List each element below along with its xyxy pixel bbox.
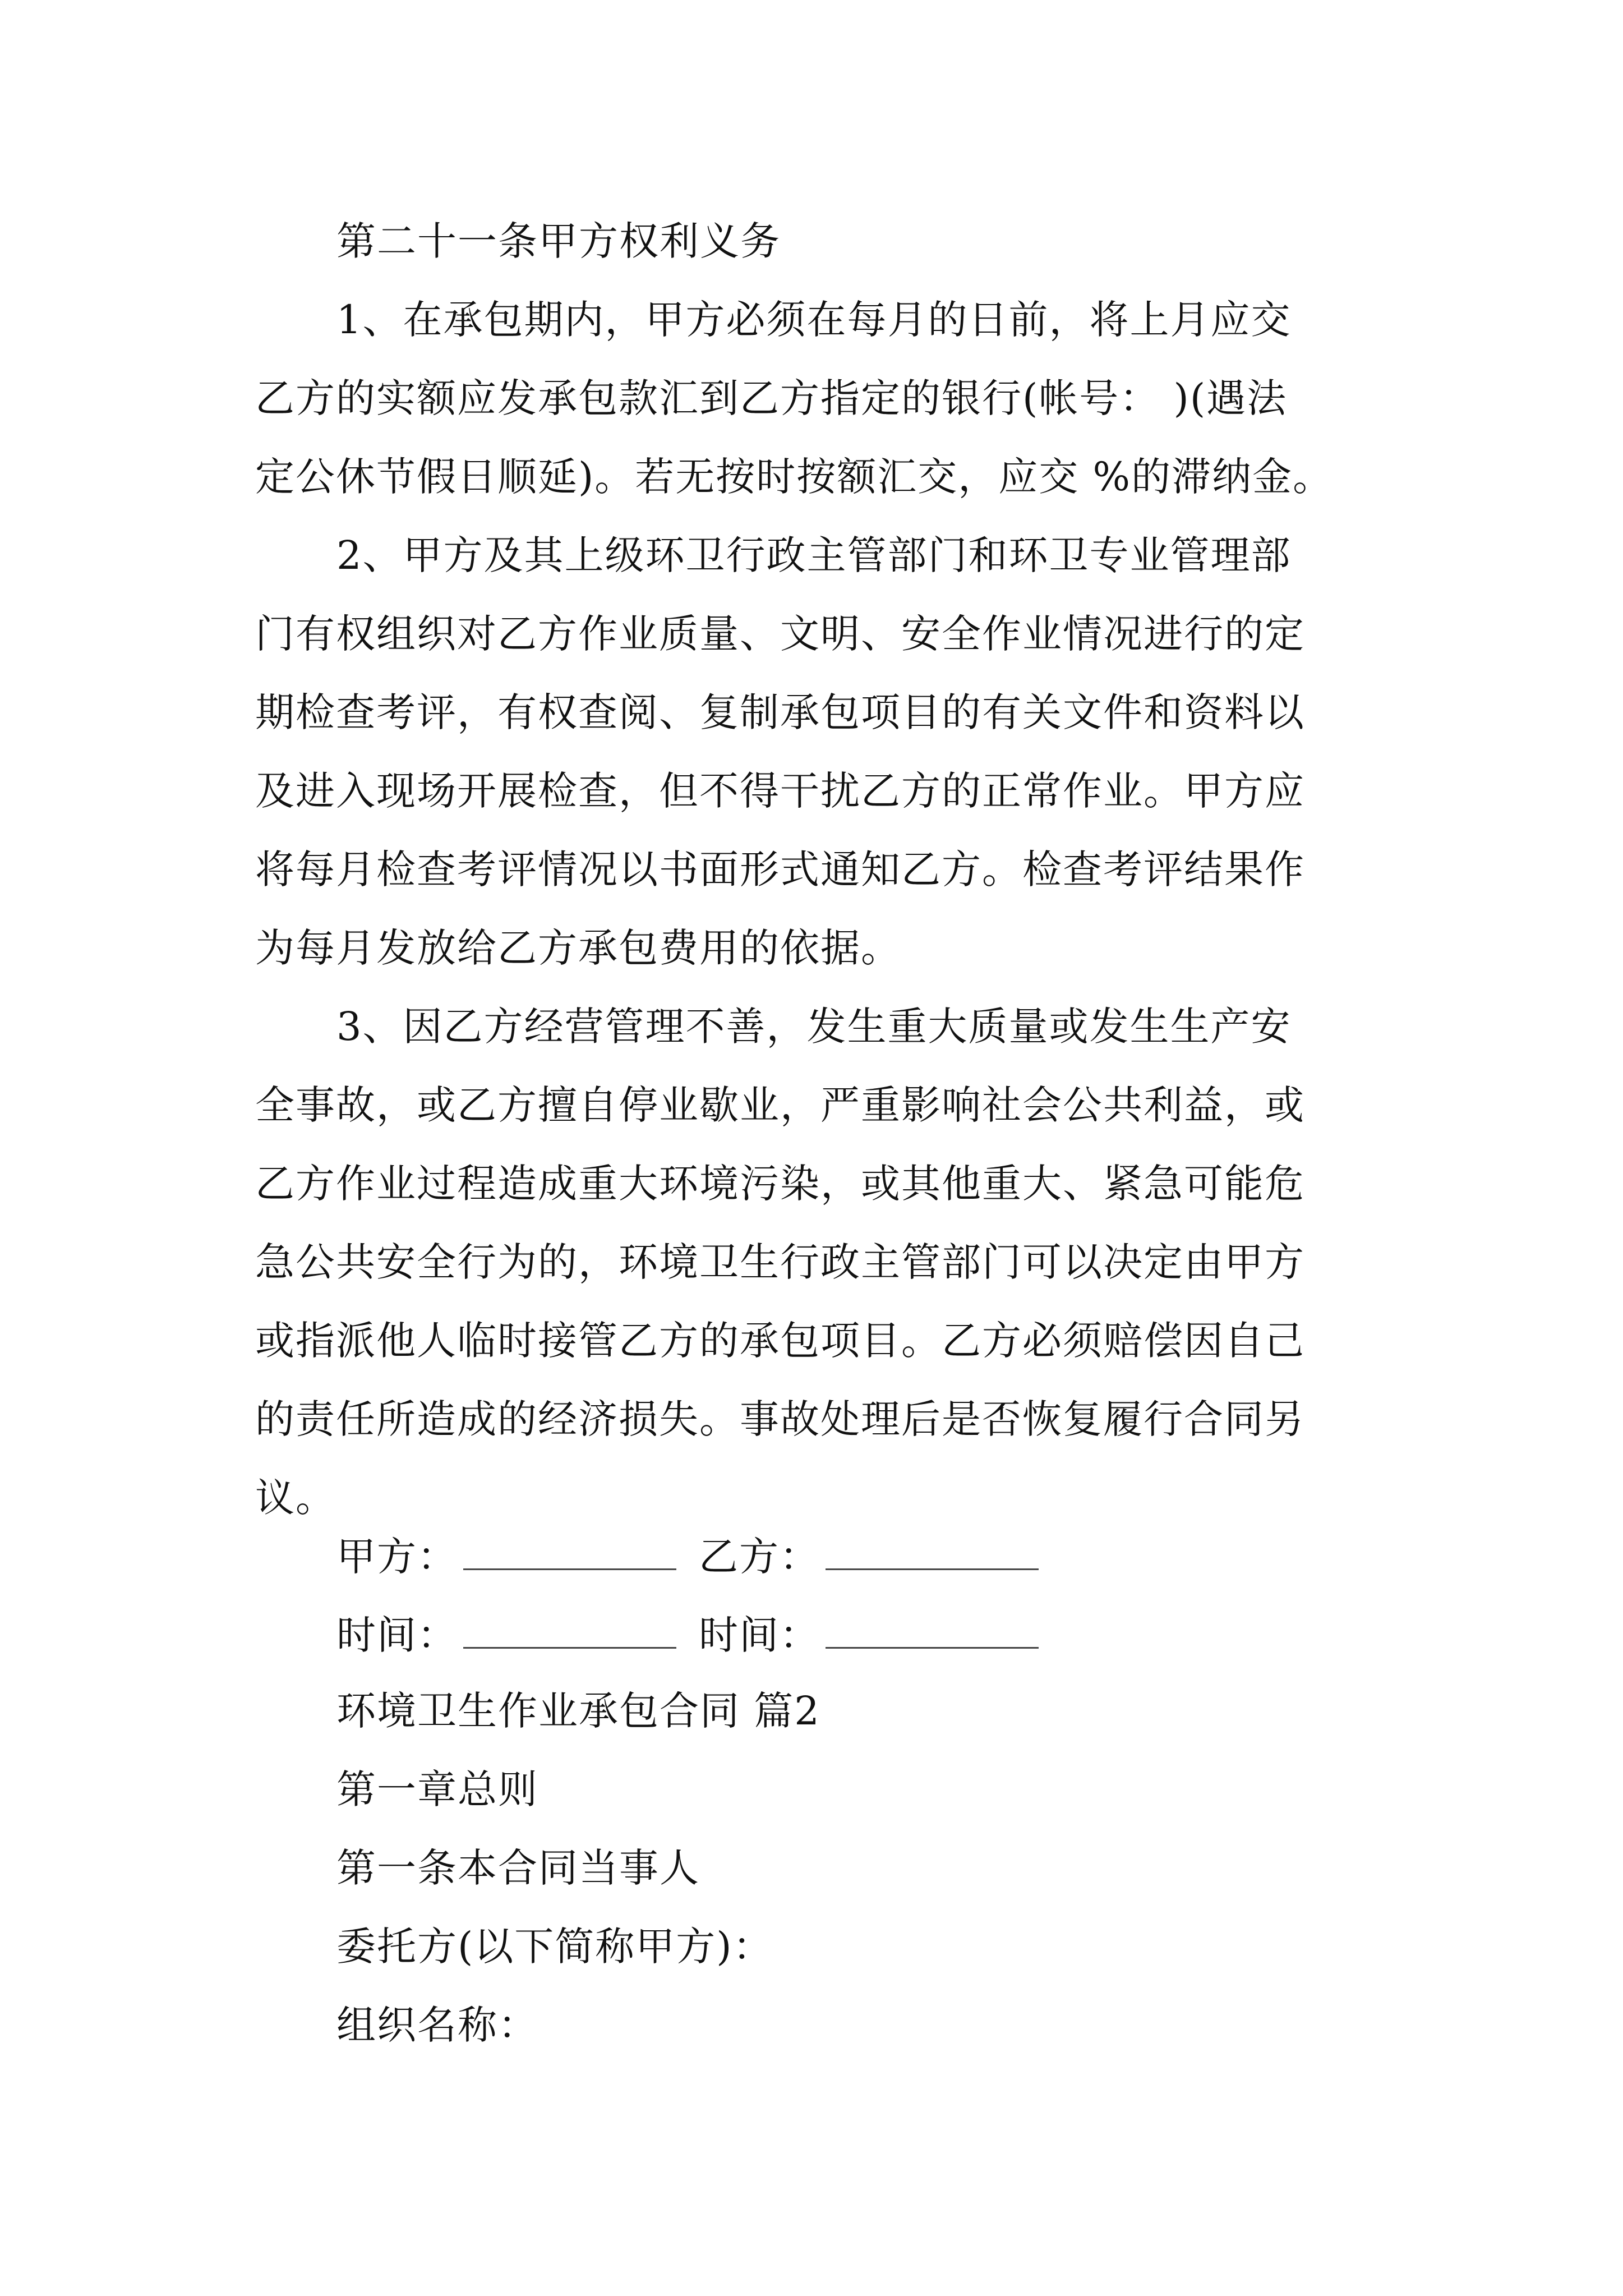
party-a-signature-blank (463, 1535, 676, 1570)
time-a-label: 时间： (336, 1612, 458, 1658)
signature-row-dates (336, 1610, 1061, 1660)
article-heading: 第一条本合同当事人 (336, 1845, 700, 1891)
chapter-heading: 第一章总则 (336, 1766, 538, 1812)
paragraph-line: 急公共安全行为的，环境卫生行政主管部门可以决定由甲方 (255, 1239, 1305, 1285)
paragraph-line: 3、因乙方经营管理不善，发生重大质量或发生生产安 (336, 1004, 1292, 1050)
time-a-blank (463, 1613, 676, 1649)
party-b-label: 乙方： (699, 1534, 820, 1580)
paragraph-line: 为每月发放给乙方承包费用的依据。 (255, 925, 901, 971)
paragraph-line: 乙方的实额应发承包款汇到乙方指定的银行(帐号： )(遇法 (255, 375, 1288, 421)
paragraph-line: 委托方(以下简称甲方)： (336, 1924, 773, 1970)
section-title: 环境卫生作业承包合同 篇2 (336, 1688, 820, 1734)
paragraph-line: 1、在承包期内，甲方必须在每月的日前，将上月应交 (336, 297, 1292, 343)
paragraph-line: 及进入现场开展检查，但不得干扰乙方的正常作业。甲方应 (255, 768, 1305, 814)
paragraph-line: 将每月检查考评情况以书面形式通知乙方。检查考评结果作 (255, 846, 1305, 892)
paragraph-line: 门有权组织对乙方作业质量、文明、安全作业情况进行的定 (255, 611, 1305, 657)
time-b-blank (826, 1613, 1039, 1649)
paragraph-line: 议。 (255, 1475, 336, 1521)
paragraph-line: 的责任所造成的经济损失。事故处理后是否恢复履行合同另 (255, 1396, 1305, 1442)
time-b-label: 时间： (699, 1612, 820, 1658)
article-heading: 第二十一条甲方权利义务 (336, 218, 781, 264)
paragraph-line: 乙方作业过程造成重大环境污染，或其他重大、紧急可能危 (255, 1161, 1305, 1207)
paragraph-line: 期检查考评，有权查阅、复制承包项目的有关文件和资料以 (255, 689, 1305, 735)
party-b-signature-blank (826, 1535, 1039, 1570)
paragraph-line: 定公休节假日顺延)。若无按时按额汇交，应交 %的滞纳金。 (255, 454, 1334, 500)
party-a-label: 甲方： (336, 1534, 458, 1580)
paragraph-line: 全事故，或乙方擅自停业歇业，严重影响社会公共利益，或 (255, 1082, 1305, 1128)
paragraph-line: 组织名称： (336, 2002, 538, 2048)
paragraph-line: 2、甲方及其上级环卫行政主管部门和环卫专业管理部 (336, 532, 1292, 578)
signature-row-parties (336, 1531, 1061, 1582)
paragraph-line: 或指派他人临时接管乙方的承包项目。乙方必须赔偿因自己 (255, 1318, 1305, 1364)
